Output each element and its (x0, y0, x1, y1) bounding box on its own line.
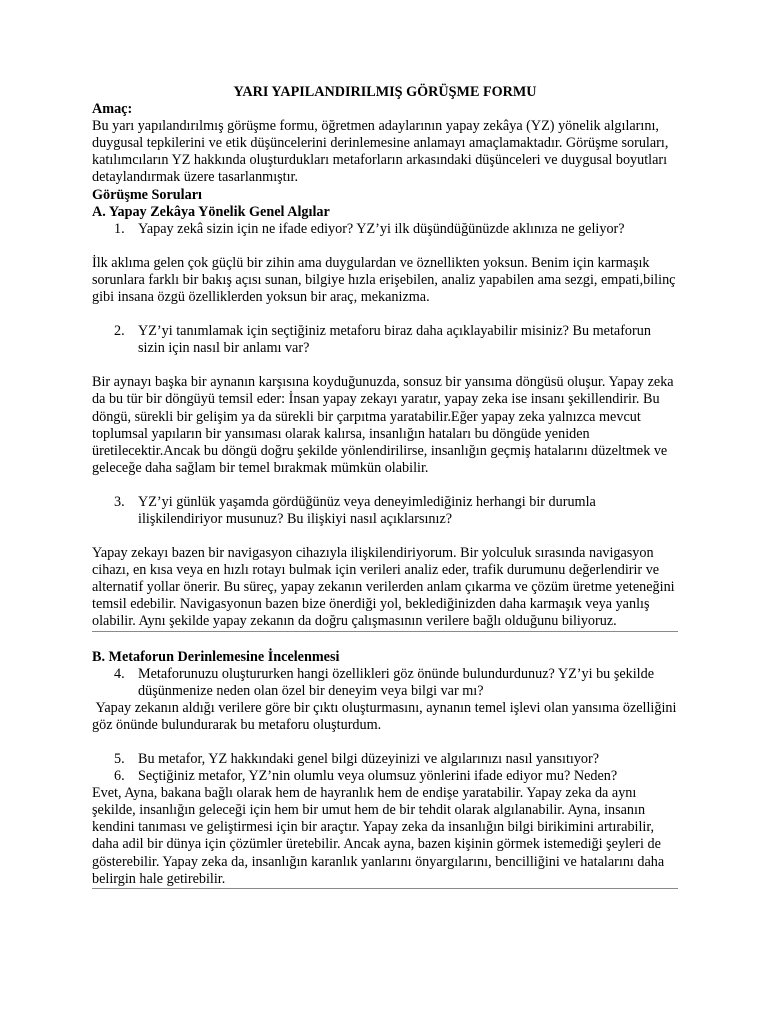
question-number: 3. (114, 493, 125, 510)
question-number: 1. (114, 220, 125, 237)
section-a-heading: A. Yapay Zekâya Yönelik Genel Algılar (92, 203, 330, 220)
question-list-a1 (92, 221, 678, 238)
question-3 (92, 494, 678, 528)
question-text: YZ’yi tanımlamak için seçtiğiniz metaforu biraz daha açıklayabilir misiniz? Bu metaforun sizin için nasıl bir anlamı var? (138, 323, 651, 357)
question-list-b4 (92, 666, 678, 700)
question-list-a2 (92, 323, 678, 357)
answer-divider (92, 888, 678, 889)
question-2 (92, 323, 678, 357)
question-number: 6. (114, 768, 125, 785)
question-number: 2. (114, 323, 125, 340)
document-page (92, 84, 678, 889)
section-b-heading: B. Metaforun Derinlemesine İncelenmesi (92, 648, 340, 665)
question-text: Seçtiğiniz metafor, YZ’nin olumlu veya olumsuz yönlerini ifade ediyor mu? Neden? (138, 768, 618, 785)
question-list-a3 (92, 494, 678, 528)
answer-4: Yapay zekanın aldığı verilere göre bir çıktı oluşturmasını, aynanın temel işlevi olan yansıma özelliğini göz önünde bulundurarak bu metaforu oluşturdum. (92, 699, 680, 733)
questions-heading: Görüşme Soruları (92, 186, 202, 203)
question-list-b5-6 (92, 751, 678, 785)
question-4 (92, 666, 678, 700)
question-text: Yapay zekâ sizin için ne ifade ediyor? YZ’yi ilk düşündüğünüzde aklınıza ne geliyor? (138, 220, 625, 237)
question-text: YZ’yi günlük yaşamda gördüğünüz veya deneyimlediğiniz herhangi bir durumla ilişkilendiriyor musunuz? Bu ilişkiyi nasıl açıklarsınız? (138, 493, 596, 527)
question-1 (92, 221, 678, 238)
answer-1: İlk aklıma gelen çok güçlü bir zihin ama duygulardan ve öznellikten yoksun. Benim için karmaşık sorunlara farklı bir bakış açısı sunan, bilgiye hızla erişebilen, analiz yapabilen ama sezgi, empati,bilinç gibi insana özgü özelliklerden yoksun bir araç, mekanizma. (92, 254, 676, 306)
question-number: 5. (114, 751, 125, 767)
page-title: YARI YAPILANDIRILMIŞ GÖRÜŞME FORMU (233, 84, 537, 100)
purpose-heading: Amaç: (92, 101, 133, 118)
question-text: Metaforunuzu oluştururken hangi özellikleri göz önünde bulundurdunuz? YZ’yi bu şekilde düşünmenize neden olan özel bir deneyim veya bilgi var mı? (138, 665, 655, 699)
answer-6: Evet, Ayna, bakana bağlı olarak hem de hayranlık hem de endişe yaratabilir. Yapay zeka da aynı şekilde, insanlığın geleceği için hem bir umut hem de bir tehdit olarak algılanabilir. Ayna, insanın kendini tanıması ve geliştirmesi için bir araçtır. Yapay zeka da insanlığın bilgi birikimini artırabilir, daha adil bir dünya için çözümler üretebilir. Ancak ayna, bazen kişinin görmek istemediği şeyleri de gösterebilir. Yapay zeka da, insanlığın karanlık yanlarını önyargılarını, bencilliğini ve hatalarını daha belirgin hale getirebilir. (92, 785, 665, 887)
answer-2: Bir aynayı başka bir aynanın karşısına koyduğunuzda, sonsuz bir yansıma döngüsü oluşur. Yapay zeka da bu tür bir döngüyü temsil eder: İnsan yapay zekayı yaratır, yapay zeka ise insanı şekillendirir. Bu döngü, sürekli bir gelişim ya da sürekli bir çarpıtma yaratabilir.Eğer yapay zeka yalnızca mevcut toplumsal yapıların bir yansıması olarak kalırsa, insanlığın hataları bu döngüde yeniden üretilecektir.Ancak bu döngü doğru şekilde yönlendirilirse, insanlığın geçmiş hatalarını düzeltmek ve geleceğe daha sağlam bir temel bırakmak mümkün olabilir. (92, 374, 674, 476)
question-text: Bu metafor, YZ hakkındaki genel bilgi düzeyinizi ve algılarınızı nasıl yansıtıyor? (138, 751, 600, 767)
question-number: 4. (114, 665, 125, 682)
question-5 (92, 751, 678, 768)
question-6 (92, 768, 678, 785)
answer-3: Yapay zekayı bazen bir navigasyon cihazıyla ilişkilendiriyorum. Bir yolculuk sırasında navigasyon cihazı, en kısa veya en hızlı rotayı bulmak için verileri analiz eder, trafik durumunu değerlendirir ve alternatif yollar önerir. Bu süreç, yapay zekanın verilerden anlam çıkarma ve çözüm üretme yeteneğini temsil edebilir. Navigasyonun bazen bize önerdiği yol, beklediğinizden daha karmaşık veya yanlış olabilir. Aynı şekilde yapay zekanın da doğru çalışmasının verilere bağlı olduğunu biliyoruz. (92, 545, 675, 630)
purpose-text: Bu yarı yapılandırılmış görüşme formu, öğretmen adaylarının yapay zekâya (YZ) yönelik algılarını, duygusal tepkilerini ve etik düşüncelerini derinlemesine anlamayı amaçlamaktadır. Görüşme soruları, katılımcıların YZ hakkında oluşturdukları metaforların arkasındaki düşünceleri ve duygusal boyutları detaylandırmak üzere tasarlanmıştır. (92, 118, 669, 186)
